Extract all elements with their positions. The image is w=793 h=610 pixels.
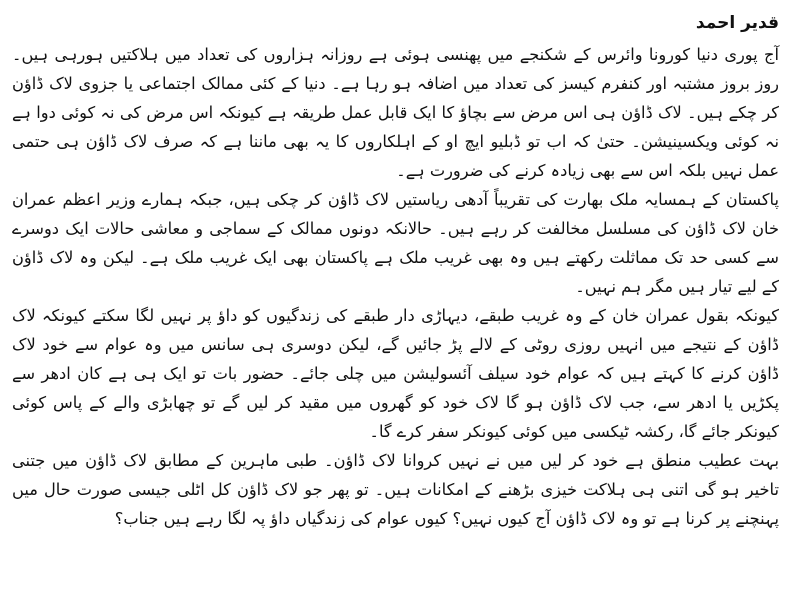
article-paragraph-4: بہت عطیب منطق ہے خود کر لیں میں نے نہیں کروانا لاک ڈاؤن۔ طبی ماہرین کے مطابق لاک ڈاؤن میں جتنی تاخیر ہو گی اتنی ہی ہلاکت خیزی بڑھنے کے امکانات ہیں۔ تو پھر جو لاک ڈاؤن کل اٹلی جیسی صورت حال میں پہنچنے پر کرنا ہے تو وہ لاک ڈاؤن آج کیوں نہیں؟ کیوں عوام کی زندگیاں داؤ پہ لگا رہے ہیں جناب؟ xyxy=(12,451,779,528)
article-paragraph-1: آج پوری دنیا کورونا وائرس کے شکنجے میں پھنسی ہوئی ہے روزانہ ہزاروں کی تعداد میں ہلاکتیں ہورہی ہیں۔ روز بروز مشتبہ اور کنفرم کیسز کی تعداد میں اضافہ ہو رہا ہے۔ دنیا کے کئی ممالک اجتماعی یا جزوی لاک ڈاؤن کر چکے ہیں۔ لاک ڈاؤن ہی اس مرض سے بچاؤ کا ایک قابل عمل طریقہ ہے کیونکہ اس مرض کی نہ کوئی دوا ہے نہ کوئی ویکسینیشن۔ حتیٰ کہ اب تو ڈبلیو ایچ او کے اہلکاروں کا یہ بھی ماننا ہے کہ صرف لاک ڈاؤن ہی حتمی عمل نہیں بلکہ اس سے بھی زیادہ کرنے کی ضرورت ہے۔ xyxy=(12,45,779,180)
author-name: قدیر احمد xyxy=(695,13,779,33)
article-paragraph-3: کیونکہ بقول عمران خان کے وہ غریب طبقے، دیہاڑی دار طبقے کی زندگیوں کو داؤ پر نہیں لگا سکتے کیونکہ لاک ڈاؤن کے نتیجے میں انہیں روزی روٹی کے لالے پڑ جائیں گے، لیکن دوسری ہی سانس میں وہ عوام سے خود لاک ڈاؤن کرنے کا کہتے ہیں کہ عوام خود سیلف آئسولیشن میں چلی جائے۔ حضور بات تو ایک ہی ہے کان ادھر سے پکڑیں یا ادھر سے، جب لاک ڈاؤن ہو گا لاک خود کو گھروں میں مقید کر لیں گے تو چھابڑی والے کے پاس کوئی کیونکر جائے گا، رکشہ ٹیکسی میں کوئی کیونکر سفر کرے گا۔ xyxy=(12,306,779,441)
article-paragraph-2: پاکستان کے ہمسایہ ملک بھارت کی تقریباً آدھی ریاستیں لاک ڈاؤن کر چکی ہیں، جبکہ ہمارے وزیر اعظم عمران خان لاک ڈاؤن کی مسلسل مخالفت کر رہے ہیں۔ حالانکہ دونوں ممالک کے سماجی و معاشی حالات ایک دوسرے سے کسی حد تک مماثلت رکھتے ہیں وہ بھی غریب ملک ہے پاکستان بھی ایک غریب ملک ہے۔ لیکن وہ لاک ڈاؤن کے لیے تیار ہیں مگر ہم نہیں۔ xyxy=(12,190,779,296)
